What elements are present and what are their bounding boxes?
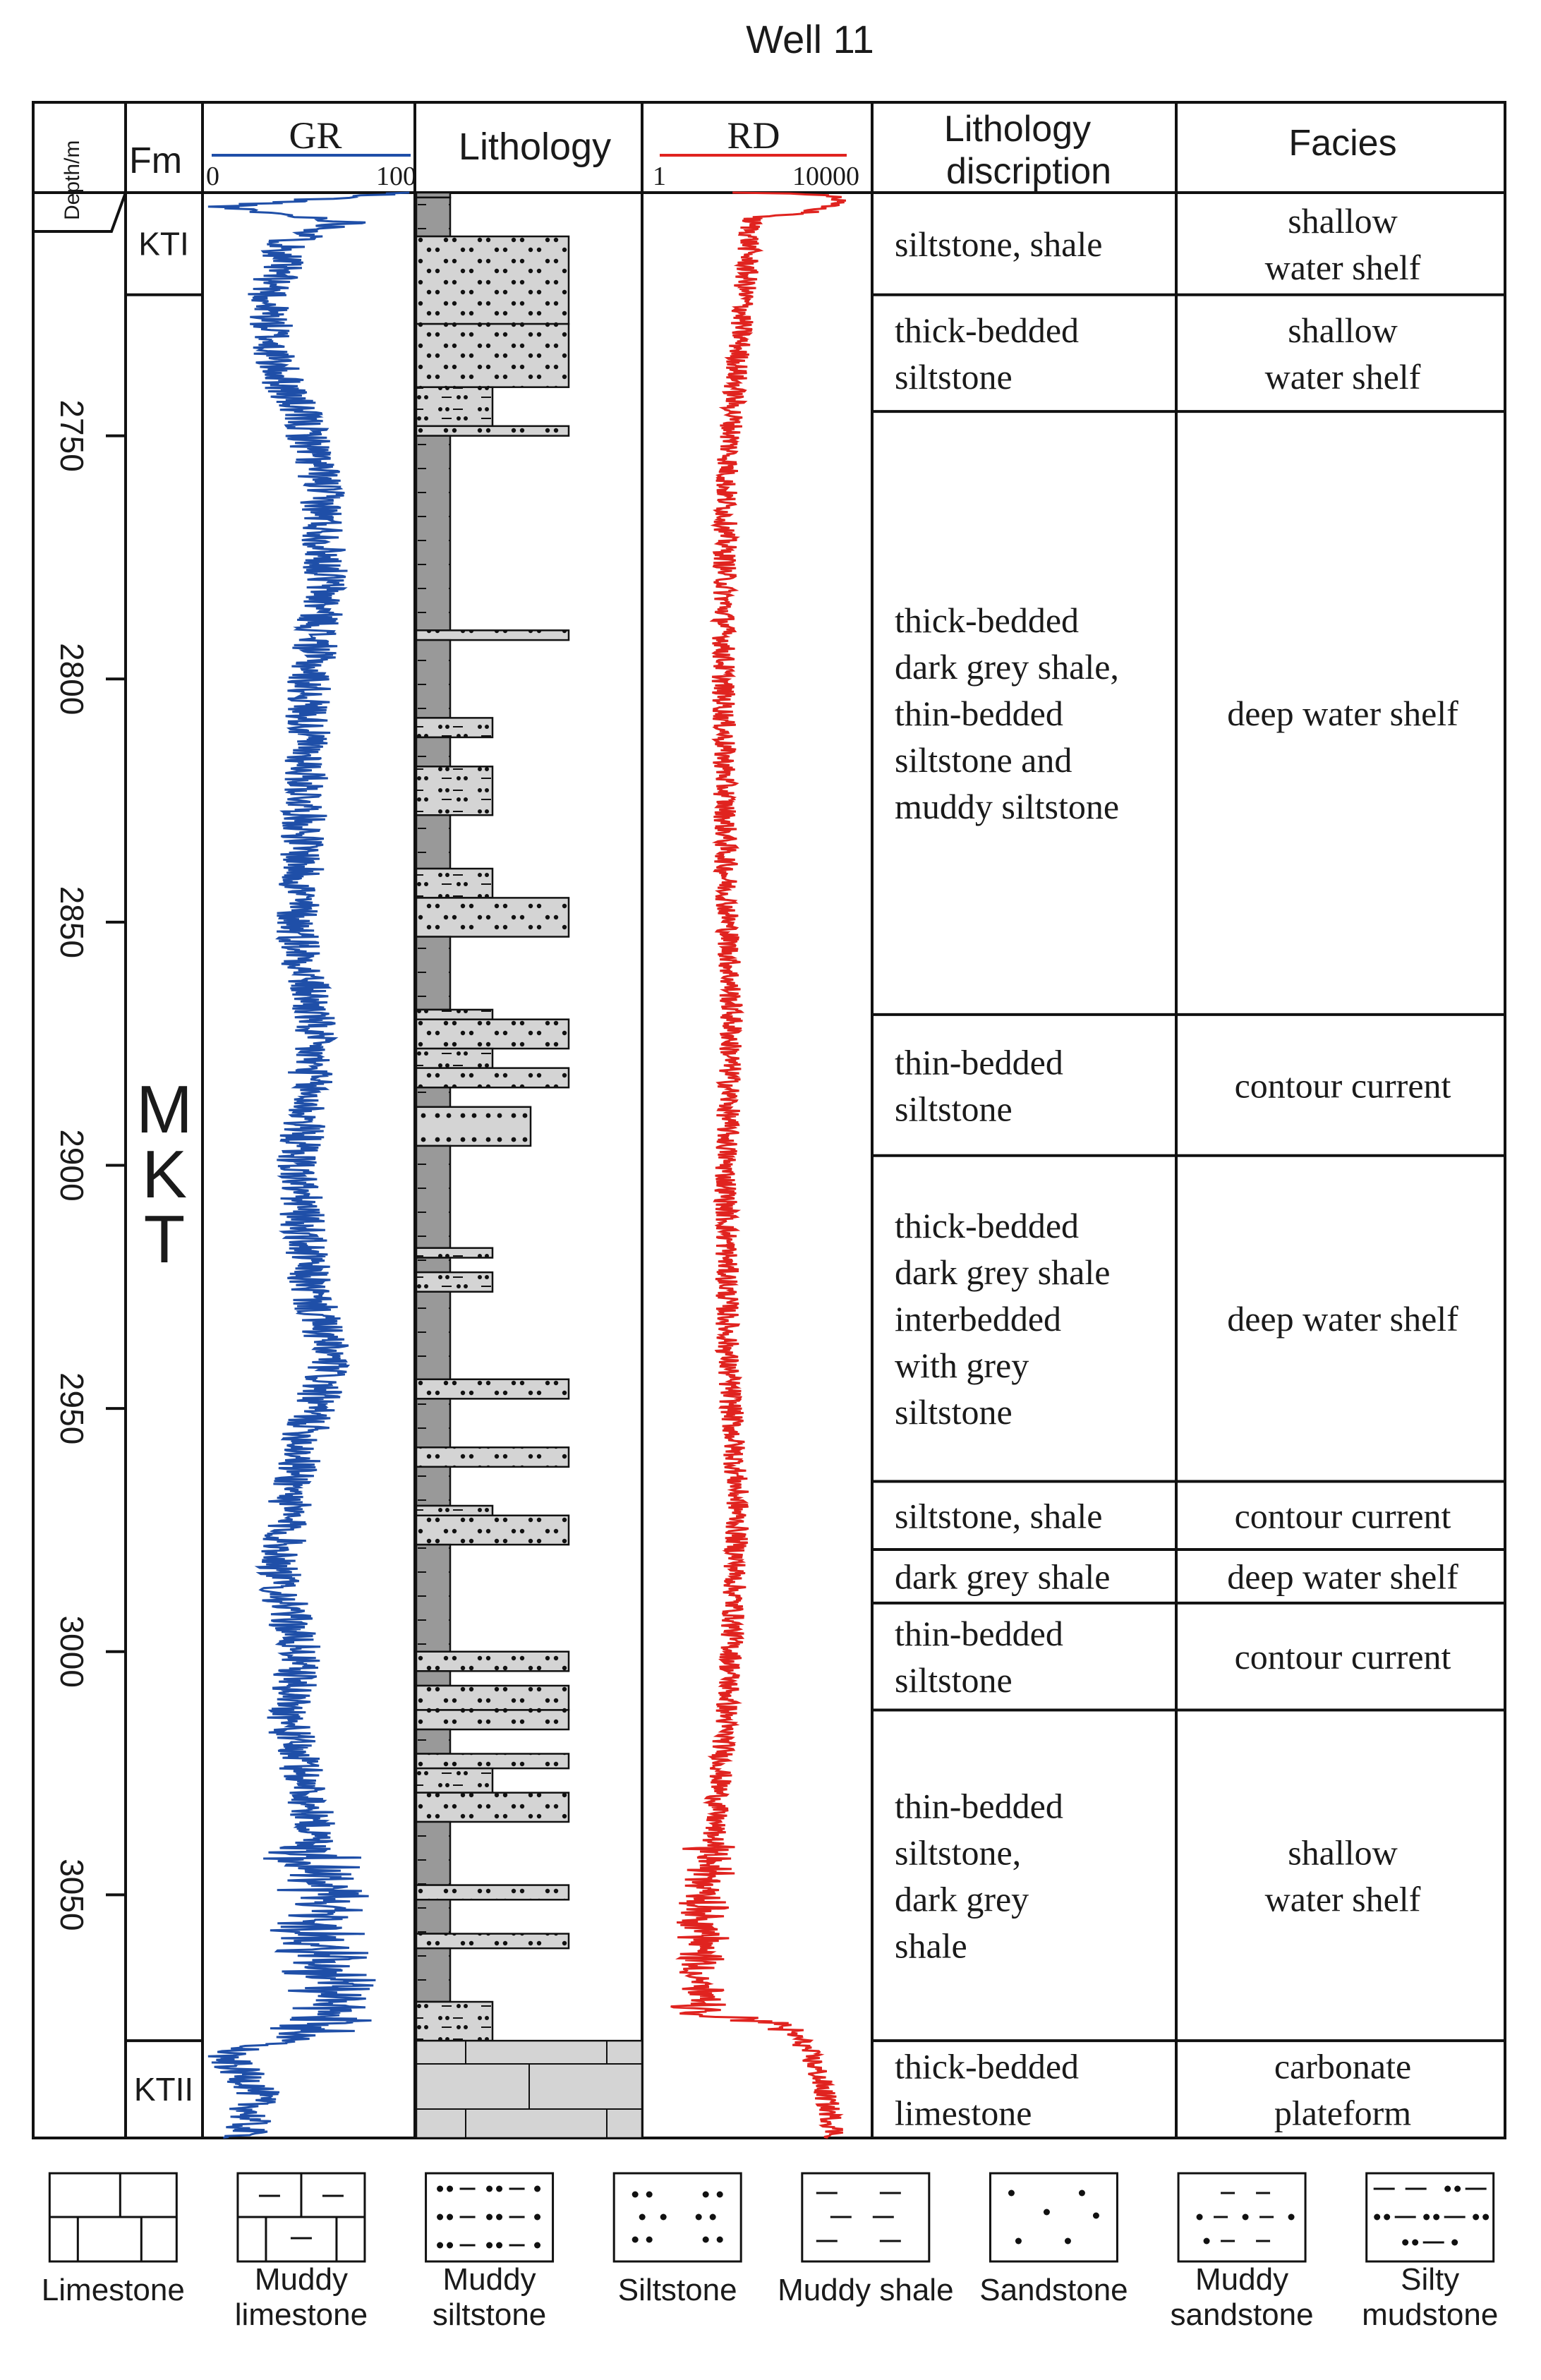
lithology-description: siltstone [895,356,1013,397]
lithology-description: muddy siltstone [895,786,1120,826]
legend-label: Siltstone [617,2273,737,2307]
lithology-bed-siltstone [416,1379,569,1399]
lithology-bed-muddy_siltstone [416,1049,492,1068]
formation-column [126,225,203,2108]
lithology-description: siltstone, [895,1832,1022,1873]
legend [42,2173,1499,2332]
facies-label: water shelf [1264,1879,1421,1919]
lithology-bed-siltstone [416,1516,569,1545]
depth-axis [54,399,126,1931]
interval-columns [872,201,1505,2133]
lithology-bed-siltstone [416,1710,569,1729]
legend-item-muddy_siltstone [426,2173,553,2332]
formation-label: K [141,1136,188,1212]
lithology-bed-siltstone [416,1652,569,1672]
depth-tick-label: 2800 [53,643,90,715]
legend-item-limestone [42,2173,185,2307]
legend-label: Muddy [254,2262,348,2297]
lithology-bed-shale [416,436,450,631]
lithology-bed-muddy_siltstone [416,1248,492,1258]
log-frame [33,102,1505,2138]
lithology-column [416,193,642,2138]
lithology-bed-muddy_siltstone [416,1768,492,1792]
legend-item-silty_mudstone [1362,2173,1498,2332]
lithology-bed-shale [416,1948,450,2002]
legend-label: Sandstone [979,2273,1128,2307]
header-gr: GR [289,114,342,157]
lithology-bed-shale [416,1146,450,1248]
header-rd-min: 1 [653,162,666,191]
lithology-description: siltstone [895,1660,1013,1701]
header-fm: Fm [129,140,183,181]
lithology-bed-shale [416,1899,450,1933]
lithology-description: thin-bedded [895,1042,1063,1082]
legend-label: Muddy shale [778,2273,954,2307]
lithology-bed-shale [416,815,450,869]
lithology-bed-siltstone [416,1686,569,1710]
formation-label: KTII [133,2071,194,2108]
lithology-bed-siltstone [416,426,569,436]
lithology-bed-siltstone [416,1934,569,1949]
header-gr-max: 100 [376,162,416,191]
lithology-bed-siltstone [416,630,569,640]
facies-label: water shelf [1264,356,1421,397]
header-rd: RD [727,114,780,157]
legend-label: mudstone [1362,2297,1499,2332]
facies-label: contour current [1234,1065,1451,1106]
legend-label: Silty [1401,2262,1460,2297]
facies-label: shallow [1288,310,1398,350]
lithology-bed-muddy_siltstone [416,718,492,737]
depth-tick-label: 2750 [53,399,90,472]
lithology-description: limestone [895,2093,1032,2133]
formation-label: KTI [138,225,189,262]
lithology-bed-shale [416,937,450,1010]
lithology-bed-siltstone [416,324,569,387]
lithology-description: with grey [895,1346,1029,1386]
lithology-bed-shale [416,1467,450,1506]
lithology-description: dark grey [895,1879,1029,1919]
lithology-bed-shale [416,1545,450,1652]
facies-label: shallow [1288,1832,1398,1873]
lithology-bed-siltstone [416,1447,569,1467]
rd-curve [671,193,846,2138]
lithology-description: thick-bedded [895,600,1080,640]
facies-label: contour current [1234,1637,1451,1677]
lithology-bed-siltstone [416,1793,569,1822]
formation-label: T [143,1201,186,1277]
lithology-bed-muddy_siltstone [416,1010,492,1020]
facies-label: deep water shelf [1227,1557,1458,1597]
lithology-bed-shale [416,1257,450,1272]
legend-swatch [614,2173,741,2261]
depth-tick-label: 3050 [53,1859,90,1931]
gr-curve [208,193,409,2138]
lithology-bed-shale [416,640,450,718]
legend-label: sandstone [1170,2297,1314,2332]
facies-label: contour current [1234,1496,1451,1536]
facies-label: plateform [1274,2093,1412,2133]
lithology-bed-muddy_siltstone [416,766,492,815]
facies-label: shallow [1288,200,1398,241]
header-lith-desc-1: Lithology [943,109,1092,150]
lithology-description: shale [895,1926,967,1966]
header-gr-min: 0 [206,162,219,191]
facies-label: carbonate [1274,2046,1412,2086]
lithology-bed-shale [416,737,450,766]
lithology-bed-siltstone [416,1753,569,1768]
lithology-bed-sandstone [416,1107,531,1146]
lithology-bed-muddy_siltstone [416,1272,492,1292]
legend-label: siltstone [432,2297,547,2332]
lithology-bed-limestone [416,2041,642,2138]
facies-label: deep water shelf [1227,693,1458,733]
lithology-bed-shale [416,198,450,236]
lithology-description: siltstone, shale [895,1496,1103,1536]
lithology-description: dark grey shale [895,1252,1111,1293]
legend-label: Muddy [442,2262,536,2297]
legend-label: Muddy [1195,2262,1289,2297]
lithology-description: interbedded [895,1299,1062,1339]
legend-item-muddy_sandstone [1171,2173,1314,2332]
lithology-description: thin-bedded [895,693,1063,733]
lithology-bed-shale [416,1292,450,1379]
lithology-description: thick-bedded [895,1206,1080,1246]
chart-title: Well 11 [746,17,874,61]
lithology-bed-muddy_siltstone [416,2002,492,2041]
lithology-bed-shale [416,1822,450,1885]
lithology-bed-shale [416,1671,450,1686]
legend-item-muddy_limestone [235,2173,368,2332]
lithology-description: thick-bedded [895,2046,1080,2086]
log-curves [208,193,846,2138]
depth-tick-label: 3000 [53,1615,90,1688]
legend-swatch [802,2173,929,2261]
lithology-description: siltstone [895,1089,1013,1129]
legend-item-muddy_shale [778,2173,953,2307]
header-rd-max: 10000 [792,162,859,191]
lithology-description: thin-bedded [895,1614,1063,1654]
depth-tick-label: 2900 [53,1129,90,1202]
header-lith-desc-2: discription [945,151,1112,192]
depth-tick-label: 2850 [53,886,90,959]
lithology-description: dark grey shale, [895,646,1119,687]
header-facies: Facies [1288,123,1397,164]
formation-label: M [136,1071,193,1147]
depth-tick-label: 2950 [53,1372,90,1445]
lithology-description: thin-bedded [895,1786,1063,1826]
header-depth: Depth/m [61,140,84,220]
header-row [33,102,1505,220]
header-lithology: Lithology [458,126,612,168]
lithology-description: dark grey shale [895,1557,1111,1597]
facies-label: water shelf [1264,247,1421,287]
lithology-bed-shale [416,1087,450,1107]
lithology-bed-siltstone [416,236,569,324]
legend-label: Limestone [41,2273,185,2307]
lithology-bed-siltstone [416,1885,569,1900]
legend-item-siltstone [614,2173,741,2307]
lithology-description: thick-bedded [895,310,1080,350]
lithology-bed-muddy_siltstone [416,1506,492,1516]
lithology-bed-siltstone [416,1068,569,1088]
lithology-bed-muddy_siltstone [416,869,492,898]
legend-item-sandstone [979,2173,1128,2307]
lithology-description: siltstone, shale [895,224,1103,264]
lithology-description: siltstone [895,1392,1013,1432]
lithology-bed-siltstone [416,898,569,936]
legend-label: limestone [234,2297,368,2332]
lithology-description: siltstone and [895,739,1072,780]
facies-label: deep water shelf [1227,1299,1458,1339]
lithology-bed-shale [416,1399,450,1447]
lithology-bed-shale [416,1729,450,1753]
lithology-bed-muddy_siltstone [416,387,492,426]
lithology-bed-siltstone [416,1020,569,1049]
